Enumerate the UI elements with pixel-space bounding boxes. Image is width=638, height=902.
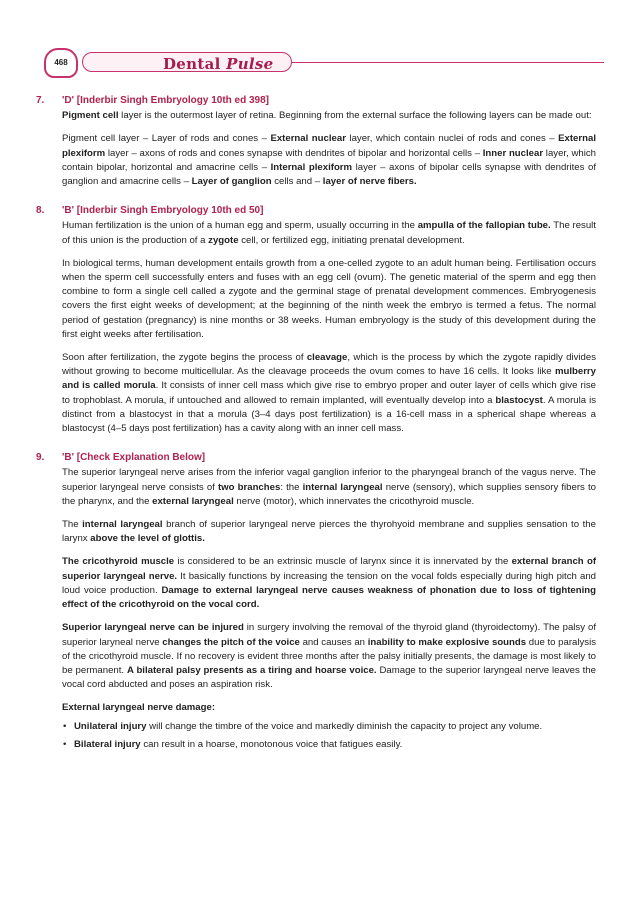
bold-text: mulberry and is called morula — [62, 366, 596, 392]
text-run: In biological terms, human development entails growth from a one-celled zygote to an adult human being. Fertilisation occurs when the sperm cell successfully enters and fuses with an egg cell (ovum). The genetic material of the sperm and egg then combine to form a single cell called a zygote and the germinal stage of prenatal development commences. Embryogenesis covers the first eight weeks of development; at the beginning of the ninth week the embryo is termed a fetus. The normal period of gestation (pregnancy) is nine months or 38 weeks. Human embryology is the study of this development during the first eight weeks after fertilisation. — [62, 257, 596, 340]
bold-text: Internal plexiform — [270, 161, 353, 173]
subheading: External laryngeal nerve damage: — [62, 702, 216, 714]
answer-reference: 'B' [Inderbir Singh Embryology 10th ed 50] — [62, 205, 264, 217]
bold-text: Superior laryngeal nerve can be injured — [62, 622, 244, 634]
paragraph — [62, 219, 596, 247]
bold-text: Layer of ganglion — [191, 176, 272, 188]
text-run: layer, which contain bipolar, horizontal and amacrine cells – — [62, 147, 596, 173]
answer-number: 9. — [36, 452, 45, 464]
paragraph — [62, 518, 596, 546]
header-rule — [292, 62, 604, 63]
paragraph — [62, 621, 596, 692]
bold-text: Damage to external laryngeal nerve causes weakness of phonation due to loss of tightening effect of the cricothyroid on the vocal cord. — [62, 584, 596, 611]
page-number: 468 — [54, 58, 68, 67]
answer-reference: 'D' [Inderbir Singh Embryology 10th ed 398] — [62, 95, 270, 106]
answer-7 — [36, 94, 596, 198]
answer-reference: 'B' [Check Explanation Below] — [62, 452, 206, 464]
text-run: cells and – — [271, 176, 323, 188]
text-run: layer – axons of bipolar cells synapse with dendrites of ganglion and amacrine cells – — [62, 161, 597, 188]
text-run: nerve (sensory), which supplies sensory fibers to the pharynx, and the — [62, 481, 596, 507]
text-run: . A morula is distinct from a blastocyst in that a morula (3–4 days post fertilization) is a 16-cell mass in a spherical shape whereas a blastocyst (4–5 days post fertilization) has a cavity along with an inner cell mass. — [62, 394, 596, 435]
answer-9 — [36, 451, 596, 756]
bold-text: above the level of glottis. — [90, 533, 205, 545]
bold-text: external laryngeal — [152, 495, 234, 507]
list-item — [74, 720, 596, 734]
text-run: due to paralysis of the cricothyroid muscle. If no recovery is evident three months after the palsy initially presents, the damage is most likely to be permanent. — [62, 636, 597, 676]
text-run: can result in a hoarse, monotonous voice that fatigues easily. — [140, 738, 403, 750]
bold-text: inability to make explosive sounds — [367, 636, 527, 648]
brand-script: Pulse — [226, 55, 274, 73]
paragraph — [62, 132, 596, 189]
text-run: : the — [280, 481, 303, 493]
text-run: It basically functions by increasing the tension on the vocal folds especially during high pitch and loud voice production. — [62, 570, 596, 596]
bold-text: A bilateral palsy presents as a tiring and hoarse voice. — [126, 664, 377, 676]
answer-number: 7. — [36, 95, 45, 106]
paragraph — [62, 466, 596, 509]
text-run: is considered to be an extrinsic muscle of larynx since it is innervated by the — [174, 556, 512, 568]
text-run: Pigment cell layer – Layer of rods and cones – — [62, 133, 271, 145]
paragraph — [62, 257, 596, 342]
bold-text: changes the pitch of the voice — [162, 636, 300, 648]
bold-text: internal laryngeal — [302, 481, 383, 493]
text-run: The — [62, 519, 83, 531]
text-run: nerve (motor), which innervates the cricothyroid muscle. — [233, 495, 475, 507]
text-run: Damage to the superior laryngeal nerve leaves the vocal cord abducted and poses an aspiration risk. — [62, 664, 596, 691]
bold-text: zygote — [208, 234, 239, 246]
bold-text: layer of nerve fibers. — [322, 176, 417, 188]
text-run: . It consists of inner cell mass which give rise to embryo proper and outer layer of cells which give rise to trophoblast. A morula, if untouched and allowed to remain implanted, will eventually develop into a — [62, 380, 596, 406]
answer-8 — [36, 204, 596, 445]
text-run: , which is the process by which the zygote rapidly divides without growing to become multicellular. As the cleavage proceeds the ovum comes to have 16 cells. It looks like — [62, 352, 596, 378]
bold-text: internal laryngeal — [82, 519, 163, 531]
bold-text: Inner nuclear — [482, 147, 544, 159]
bold-text: two branches — [217, 481, 281, 493]
text-run: branch of superior laryngeal nerve pierces the thyrohyoid membrane and supplies sensation to the larynx — [62, 519, 596, 545]
bold-text: external branch of superior laryngeal nerve. — [62, 556, 597, 582]
text-run: layer – axons of rods and cones synapse with dendrites of bipolar and horizontal cells – — [105, 147, 483, 159]
answer-body — [62, 451, 596, 756]
bold-text: ampulla of the fallopian tube. — [417, 220, 551, 232]
text-run: and causes an — [299, 636, 368, 648]
page-content — [36, 94, 596, 762]
text-run: The superior laryngeal nerve arises from the inferior vagal ganglion inferior to the pharyngeal branch of the vagus nerve. The superior laryngeal nerve consists of — [62, 467, 596, 493]
bold-text: External plexiform — [62, 133, 596, 159]
text-run: will change the timbre of the voice and markedly diminish the capacity to project any volume. — [146, 720, 543, 732]
bold-text: blastocyst — [495, 394, 543, 406]
brand-banner — [82, 52, 292, 72]
text-run: Human fertilization is the union of a human egg and sperm, usually occurring in the — [62, 220, 418, 232]
paragraph — [62, 351, 596, 436]
text-run: layer is the outermost layer of retina. Beginning from the external surface the following layers can be made out: — [118, 110, 592, 122]
bold-text: External nuclear — [270, 133, 346, 145]
bold-text: Pigment cell — [62, 110, 119, 122]
bold-text: The cricothyroid muscle — [62, 556, 175, 568]
brand-title — [163, 55, 274, 73]
list-item — [74, 738, 596, 752]
bold-text: Bilateral injury — [74, 738, 141, 750]
paragraph — [62, 555, 596, 612]
page-header — [44, 48, 604, 78]
text-run: in surgery involving the removal of the thyroid gland (thyroidectomy). The palsy of superior laryneal nerve — [62, 622, 596, 648]
answer-number: 8. — [36, 205, 45, 217]
bullet-list — [62, 720, 596, 752]
text-run: cell, or fertilized egg, initiating prenatal development. — [238, 234, 465, 246]
text-run: layer, which contain nuclei of rods and cones – — [345, 133, 559, 145]
bold-text: cleavage — [306, 352, 348, 364]
brand-main: Dental — [163, 55, 221, 73]
answer-body — [62, 94, 596, 198]
paragraph — [62, 109, 596, 123]
bold-text: Unilateral injury — [74, 720, 147, 732]
answer-body — [62, 204, 596, 445]
text-run: Soon after fertilization, the zygote begins the process of — [62, 352, 307, 364]
text-run: The result of this union is the production of a — [62, 220, 596, 246]
